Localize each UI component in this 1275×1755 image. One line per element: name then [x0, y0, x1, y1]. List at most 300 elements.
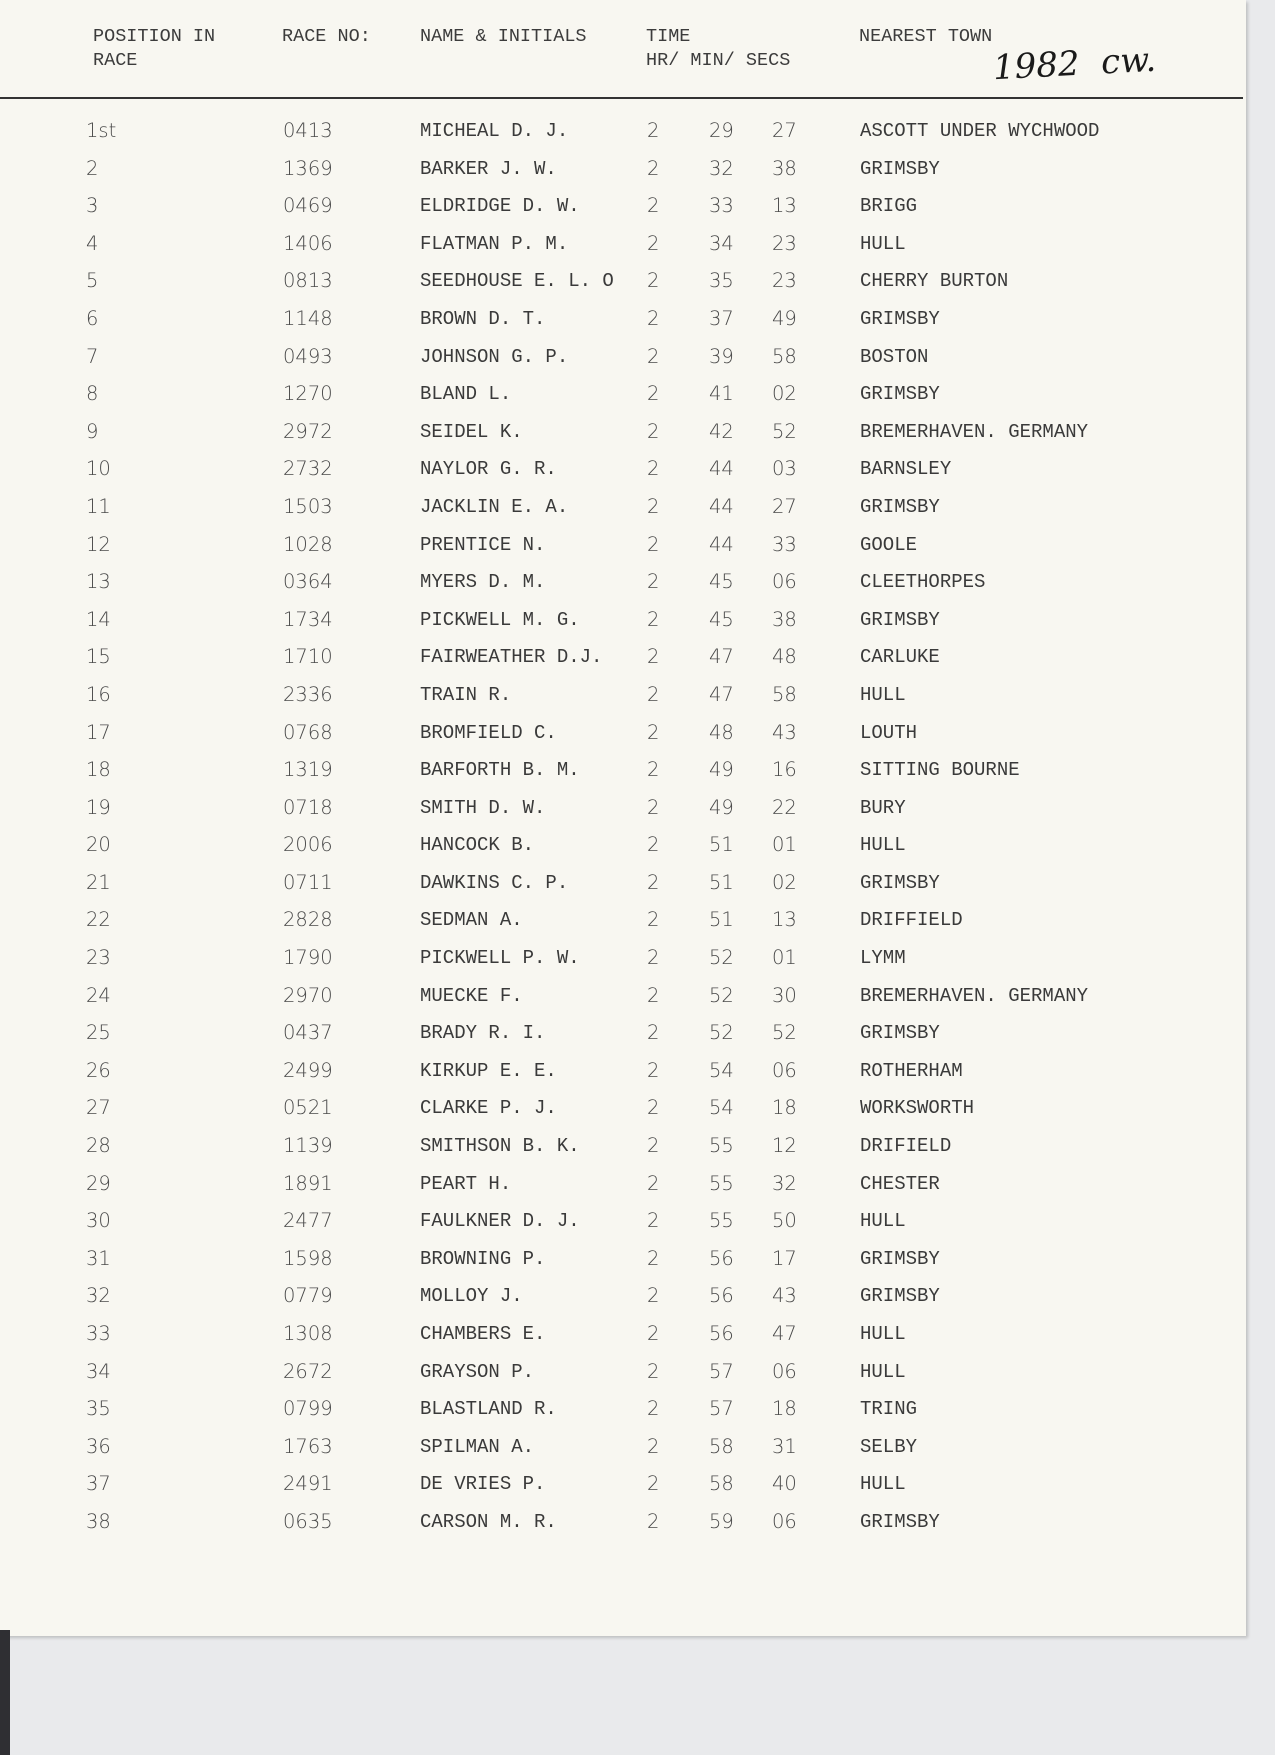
table-row	[0, 457, 1246, 495]
race-no-cell: 2970	[283, 983, 333, 1007]
name-cell: PRENTICE N.	[420, 533, 546, 556]
position-cell: 14	[86, 607, 111, 631]
hours-cell: 2	[647, 306, 660, 330]
town-cell: BOSTON	[860, 345, 929, 368]
table-row	[0, 1059, 1246, 1097]
table-row	[0, 1284, 1246, 1322]
hours-cell: 2	[647, 382, 660, 406]
race-no-cell: 1891	[283, 1171, 333, 1195]
hours-cell: 2	[647, 119, 660, 142]
table-row	[0, 1096, 1246, 1134]
town-cell: GRIMSBY	[860, 1510, 940, 1533]
minutes-cell: 49	[709, 795, 734, 819]
seconds-cell: 23	[772, 269, 797, 293]
name-cell: PICKWELL M. G.	[420, 608, 580, 631]
name-cell: DAWKINS C. P.	[420, 871, 569, 894]
minutes-cell: 48	[709, 720, 734, 744]
name-cell: JOHNSON G. P.	[420, 345, 569, 368]
hours-cell: 2	[647, 570, 660, 594]
header-nearest-town: NEAREST TOWN	[859, 26, 993, 47]
town-cell: GRIMSBY	[860, 1022, 940, 1045]
hours-cell: 2	[647, 795, 660, 819]
hours-cell: 2	[647, 1021, 660, 1045]
name-cell: BROWN D. T.	[420, 307, 546, 330]
position-cell: 38	[86, 1509, 111, 1533]
race-no-cell: 0718	[283, 795, 333, 819]
race-no-cell: 0521	[283, 1096, 333, 1120]
seconds-cell: 13	[772, 194, 797, 218]
seconds-cell: 16	[772, 758, 797, 782]
position-cell: 31	[86, 1246, 111, 1270]
race-no-cell: 2006	[283, 833, 333, 857]
table-row	[0, 307, 1246, 345]
table-row	[0, 570, 1246, 608]
seconds-cell: 23	[772, 231, 797, 255]
name-cell: CARSON M. R.	[420, 1510, 557, 1533]
minutes-cell: 34	[709, 231, 734, 255]
position-cell: 16	[86, 682, 111, 706]
race-no-cell: 1790	[283, 946, 333, 970]
seconds-cell: 06	[772, 1058, 797, 1082]
position-cell: 1st	[86, 119, 117, 142]
table-row	[0, 382, 1246, 420]
table-row	[0, 1134, 1246, 1172]
hours-cell: 2	[647, 946, 660, 970]
race-no-cell: 0768	[283, 720, 333, 744]
hours-cell: 2	[647, 344, 660, 368]
town-cell: GOOLE	[860, 533, 918, 556]
seconds-cell: 52	[772, 1021, 797, 1045]
position-cell: 37	[86, 1472, 111, 1496]
table-row	[0, 345, 1246, 383]
hours-cell: 2	[647, 645, 660, 669]
position-cell: 15	[86, 645, 111, 669]
town-cell: DRIFFIELD	[860, 909, 963, 932]
seconds-cell: 03	[772, 457, 797, 481]
table-row	[0, 194, 1246, 232]
results-table	[0, 119, 1246, 1548]
minutes-cell: 51	[709, 833, 734, 857]
seconds-cell: 30	[772, 983, 797, 1007]
minutes-cell: 29	[709, 119, 734, 142]
name-cell: ELDRIDGE D. W.	[420, 195, 580, 218]
hours-cell: 2	[647, 1096, 660, 1120]
minutes-cell: 58	[709, 1472, 734, 1496]
seconds-cell: 58	[772, 344, 797, 368]
position-cell: 27	[86, 1096, 111, 1120]
town-cell: WORKSWORTH	[860, 1097, 975, 1120]
hours-cell: 2	[647, 194, 660, 218]
name-cell: HANCOCK B.	[420, 834, 535, 857]
race-no-cell: 2477	[283, 1209, 333, 1233]
race-no-cell: 1369	[283, 156, 333, 180]
minutes-cell: 55	[709, 1171, 734, 1195]
seconds-cell: 40	[772, 1472, 797, 1496]
hours-cell: 2	[647, 1397, 660, 1421]
minutes-cell: 32	[709, 156, 734, 180]
table-row	[0, 833, 1246, 871]
hours-cell: 2	[647, 870, 660, 894]
name-cell: SEEDHOUSE E. L. O	[420, 270, 614, 293]
town-cell: GRIMSBY	[860, 307, 940, 330]
seconds-cell: 12	[772, 1134, 797, 1158]
position-cell: 6	[86, 306, 99, 330]
town-cell: CHESTER	[860, 1172, 940, 1195]
minutes-cell: 45	[709, 607, 734, 631]
table-row	[0, 1172, 1246, 1210]
position-cell: 18	[86, 758, 111, 782]
seconds-cell: 02	[772, 870, 797, 894]
minutes-cell: 39	[709, 344, 734, 368]
town-cell: LYMM	[860, 947, 906, 970]
seconds-cell: 31	[772, 1434, 797, 1458]
seconds-cell: 58	[772, 682, 797, 706]
handwritten-annotation: 1982 cw.	[992, 39, 1157, 89]
position-cell: 30	[86, 1209, 111, 1233]
hours-cell: 2	[647, 1058, 660, 1082]
name-cell: BROWNING P.	[420, 1247, 546, 1270]
race-no-cell: 0799	[283, 1397, 333, 1421]
hours-cell: 2	[647, 682, 660, 706]
position-cell: 17	[86, 720, 111, 744]
name-cell: MUECKE F.	[420, 984, 523, 1007]
name-cell: BARFORTH B. M.	[420, 759, 580, 782]
seconds-cell: 02	[772, 382, 797, 406]
name-cell: FAULKNER D. J.	[420, 1210, 580, 1233]
town-cell: CARLUKE	[860, 646, 940, 669]
position-cell: 22	[86, 908, 111, 932]
minutes-cell: 51	[709, 908, 734, 932]
minutes-cell: 55	[709, 1134, 734, 1158]
race-no-cell: 1319	[283, 758, 333, 782]
position-cell: 33	[86, 1322, 111, 1345]
hours-cell: 2	[647, 156, 660, 180]
minutes-cell: 35	[709, 269, 734, 293]
name-cell: MYERS D. M.	[420, 571, 546, 594]
position-cell: 9	[86, 419, 99, 443]
table-row	[0, 1021, 1246, 1059]
hours-cell: 2	[647, 720, 660, 744]
seconds-cell: 33	[772, 532, 797, 556]
minutes-cell: 56	[709, 1322, 734, 1345]
seconds-cell: 52	[772, 419, 797, 443]
hours-cell: 2	[647, 1134, 660, 1158]
header-name: NAME & INITIALS	[420, 26, 587, 47]
name-cell: PICKWELL P. W.	[420, 947, 580, 970]
name-cell: TRAIN R.	[420, 683, 512, 706]
minutes-cell: 49	[709, 758, 734, 782]
seconds-cell: 06	[772, 1359, 797, 1383]
position-cell: 20	[86, 833, 111, 857]
race-no-cell: 1308	[283, 1322, 333, 1345]
town-cell: HULL	[860, 834, 906, 857]
name-cell: JACKLIN E. A.	[420, 495, 569, 518]
seconds-cell: 06	[772, 1509, 797, 1533]
hours-cell: 2	[647, 833, 660, 857]
race-no-cell: 2491	[283, 1472, 333, 1496]
hours-cell: 2	[647, 1472, 660, 1496]
race-no-cell: 1406	[283, 231, 333, 255]
name-cell: PEART H.	[420, 1172, 512, 1195]
race-no-cell: 0813	[283, 269, 333, 293]
town-cell: ASCOTT UNDER WYCHWOOD	[860, 120, 1100, 142]
race-no-cell: 1270	[283, 382, 333, 406]
minutes-cell: 57	[709, 1397, 734, 1421]
seconds-cell: 01	[772, 833, 797, 857]
hours-cell: 2	[647, 1322, 660, 1345]
race-no-cell: 2499	[283, 1058, 333, 1082]
table-row	[0, 420, 1246, 458]
seconds-cell: 22	[772, 795, 797, 819]
name-cell: DE VRIES P.	[420, 1473, 546, 1496]
name-cell: BLAND L.	[420, 383, 512, 406]
name-cell: SEDMAN A.	[420, 909, 523, 932]
town-cell: DRIFIELD	[860, 1135, 952, 1158]
minutes-cell: 44	[709, 532, 734, 556]
table-row	[0, 721, 1246, 759]
seconds-cell: 50	[772, 1209, 797, 1233]
position-cell: 24	[86, 983, 111, 1007]
race-no-cell: 0779	[283, 1284, 333, 1308]
town-cell: BARNSLEY	[860, 458, 952, 481]
name-cell: GRAYSON P.	[420, 1360, 535, 1383]
header-race-no: RACE NO:	[282, 26, 371, 47]
town-cell: CHERRY BURTON	[860, 270, 1009, 293]
position-cell: 21	[86, 870, 111, 894]
name-cell: CLARKE P. J.	[420, 1097, 557, 1120]
seconds-cell: 18	[772, 1096, 797, 1120]
name-cell: BRADY R. I.	[420, 1022, 546, 1045]
position-cell: 3	[86, 194, 99, 218]
name-cell: MOLLOY J.	[420, 1285, 523, 1308]
hours-cell: 2	[647, 1171, 660, 1195]
minutes-cell: 54	[709, 1058, 734, 1082]
position-cell: 5	[86, 269, 99, 293]
race-no-cell: 2828	[283, 908, 333, 932]
hours-cell: 2	[647, 1509, 660, 1533]
table-row	[0, 1360, 1246, 1398]
hours-cell: 2	[647, 1209, 660, 1233]
town-cell: GRIMSBY	[860, 1285, 940, 1308]
race-no-cell: 1734	[283, 607, 333, 631]
hours-cell: 2	[647, 908, 660, 932]
table-row	[0, 1397, 1246, 1435]
position-cell: 23	[86, 946, 111, 970]
race-no-cell: 1139	[283, 1134, 333, 1158]
race-no-cell: 1503	[283, 494, 333, 518]
hours-cell: 2	[647, 983, 660, 1007]
seconds-cell: 18	[772, 1397, 797, 1421]
name-cell: CHAMBERS E.	[420, 1323, 546, 1345]
town-cell: BREMERHAVEN. GERMANY	[860, 984, 1089, 1007]
seconds-cell: 47	[772, 1322, 797, 1345]
seconds-cell: 43	[772, 720, 797, 744]
table-row	[0, 157, 1246, 195]
race-no-cell: 1148	[283, 306, 333, 330]
position-cell: 28	[86, 1134, 111, 1158]
minutes-cell: 33	[709, 194, 734, 218]
table-row	[0, 232, 1246, 270]
race-no-cell: 0711	[283, 870, 333, 894]
table-row	[0, 1209, 1246, 1247]
minutes-cell: 44	[709, 494, 734, 518]
seconds-cell: 38	[772, 156, 797, 180]
seconds-cell: 49	[772, 306, 797, 330]
minutes-cell: 56	[709, 1246, 734, 1270]
seconds-cell: 27	[772, 119, 797, 142]
name-cell: BROMFIELD C.	[420, 721, 557, 744]
position-cell: 25	[86, 1021, 111, 1045]
position-cell: 12	[86, 532, 111, 556]
minutes-cell: 52	[709, 983, 734, 1007]
name-cell: BLASTLAND R.	[420, 1398, 557, 1421]
name-cell: BARKER J. W.	[420, 157, 557, 180]
race-no-cell: 2336	[283, 682, 333, 706]
town-cell: HULL	[860, 683, 906, 706]
minutes-cell: 47	[709, 645, 734, 669]
position-cell: 8	[86, 382, 99, 406]
position-cell: 13	[86, 570, 111, 594]
seconds-cell: 48	[772, 645, 797, 669]
table-row	[0, 533, 1246, 571]
minutes-cell: 55	[709, 1209, 734, 1233]
race-no-cell: 0469	[283, 194, 333, 218]
table-row	[0, 796, 1246, 834]
table-row	[0, 269, 1246, 307]
table-row	[0, 1510, 1246, 1548]
header-time: TIME HR/ MIN/ SECS	[646, 26, 791, 71]
town-cell: BREMERHAVEN. GERMANY	[860, 420, 1089, 443]
seconds-cell: 38	[772, 607, 797, 631]
table-row	[0, 984, 1246, 1022]
table-row	[0, 1322, 1246, 1360]
town-cell: BRIGG	[860, 195, 918, 218]
race-no-cell: 0493	[283, 344, 333, 368]
race-no-cell: 1598	[283, 1246, 333, 1270]
race-no-cell: 0413	[283, 119, 333, 142]
town-cell: GRIMSBY	[860, 608, 940, 631]
town-cell: SELBY	[860, 1435, 918, 1458]
position-cell: 4	[86, 231, 99, 255]
position-cell: 10	[86, 457, 111, 481]
table-row	[0, 1247, 1246, 1285]
minutes-cell: 52	[709, 1021, 734, 1045]
seconds-cell: 27	[772, 494, 797, 518]
race-no-cell: 1710	[283, 645, 333, 669]
header-position: POSITION IN RACE	[93, 26, 216, 71]
name-cell: SMITHSON B. K.	[420, 1135, 580, 1158]
minutes-cell: 58	[709, 1434, 734, 1458]
town-cell: LOUTH	[860, 721, 918, 744]
race-no-cell: 0437	[283, 1021, 333, 1045]
hours-cell: 2	[647, 1246, 660, 1270]
minutes-cell: 52	[709, 946, 734, 970]
race-no-cell: 1763	[283, 1434, 333, 1458]
hours-cell: 2	[647, 494, 660, 518]
table-row	[0, 758, 1246, 796]
name-cell: FAIRWEATHER D.J.	[420, 646, 603, 669]
name-cell: MICHEAL D. J.	[420, 120, 569, 142]
town-cell: CLEETHORPES	[860, 571, 986, 594]
minutes-cell: 56	[709, 1284, 734, 1308]
table-row	[0, 608, 1246, 646]
hours-cell: 2	[647, 231, 660, 255]
header-rule	[0, 97, 1243, 99]
position-cell: 29	[86, 1171, 111, 1195]
position-cell: 11	[86, 494, 111, 518]
position-cell: 35	[86, 1397, 111, 1421]
town-cell: SITTING BOURNE	[860, 759, 1020, 782]
minutes-cell: 45	[709, 570, 734, 594]
race-no-cell: 2972	[283, 419, 333, 443]
name-cell: FLATMAN P. M.	[420, 232, 569, 255]
minutes-cell: 42	[709, 419, 734, 443]
town-cell: TRING	[860, 1398, 918, 1421]
table-row	[0, 683, 1246, 721]
minutes-cell: 51	[709, 870, 734, 894]
town-cell: GRIMSBY	[860, 495, 940, 518]
minutes-cell: 41	[709, 382, 734, 406]
race-no-cell: 2732	[283, 457, 333, 481]
name-cell: NAYLOR G. R.	[420, 458, 557, 481]
name-cell: SMITH D. W.	[420, 796, 546, 819]
hours-cell: 2	[647, 419, 660, 443]
hours-cell: 2	[647, 457, 660, 481]
position-cell: 36	[86, 1434, 111, 1458]
race-no-cell: 2672	[283, 1359, 333, 1383]
seconds-cell: 17	[772, 1246, 797, 1270]
position-cell: 19	[86, 795, 111, 819]
seconds-cell: 32	[772, 1171, 797, 1195]
town-cell: ROTHERHAM	[860, 1059, 963, 1082]
position-cell: 32	[86, 1284, 111, 1308]
town-cell: HULL	[860, 1210, 906, 1233]
hours-cell: 2	[647, 1284, 660, 1308]
position-cell: 26	[86, 1058, 111, 1082]
town-cell: HULL	[860, 1360, 906, 1383]
table-row	[0, 1435, 1246, 1473]
hours-cell: 2	[647, 1434, 660, 1458]
minutes-cell: 54	[709, 1096, 734, 1120]
hours-cell: 2	[647, 269, 660, 293]
minutes-cell: 37	[709, 306, 734, 330]
hours-cell: 2	[647, 758, 660, 782]
hours-cell: 2	[647, 532, 660, 556]
table-row	[0, 495, 1246, 533]
hours-cell: 2	[647, 607, 660, 631]
name-cell: SEIDEL K.	[420, 420, 523, 443]
name-cell: KIRKUP E. E.	[420, 1059, 557, 1082]
seconds-cell: 01	[772, 946, 797, 970]
town-cell: GRIMSBY	[860, 1247, 940, 1270]
minutes-cell: 47	[709, 682, 734, 706]
town-cell: GRIMSBY	[860, 383, 940, 406]
table-row	[0, 871, 1246, 909]
table-row	[0, 908, 1246, 946]
table-row	[0, 946, 1246, 984]
race-no-cell: 1028	[283, 532, 333, 556]
seconds-cell: 06	[772, 570, 797, 594]
town-cell: HULL	[860, 1473, 906, 1496]
seconds-cell: 43	[772, 1284, 797, 1308]
position-cell: 2	[86, 156, 99, 180]
seconds-cell: 13	[772, 908, 797, 932]
minutes-cell: 59	[709, 1509, 734, 1533]
table-row	[0, 119, 1246, 157]
table-row	[0, 1472, 1246, 1510]
town-cell: GRIMSBY	[860, 157, 940, 180]
race-no-cell: 0364	[283, 570, 333, 594]
